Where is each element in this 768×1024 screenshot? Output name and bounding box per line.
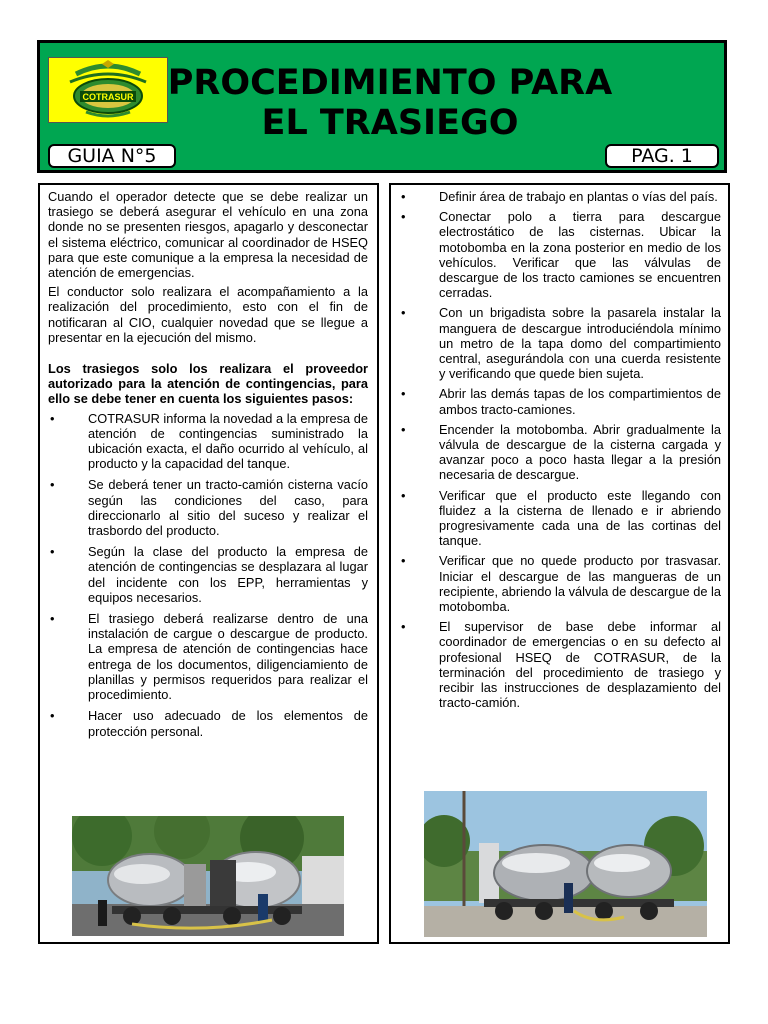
list-item: • Definir área de trabajo en plantas o vías del país. bbox=[399, 189, 721, 204]
list-item: • Según la clase del producto la empresa de atención de contingencias se desplazara al lugar del incidente con los EPP, herramientas y equipos necesarios. bbox=[48, 544, 368, 605]
svg-text:COTRASUR: COTRASUR bbox=[82, 92, 134, 102]
list-item: • Con un brigadista sobre la pasarela instalar la manguera de descargue introduciéndola mínimo un metro de la tapa domo del compartimiento central, asegurándola con una cuerda resistente y verificando que quede bien sujeta. bbox=[399, 305, 721, 381]
list-item: • COTRASUR informa la novedad a la empresa de atención de contingencias suministrado la ubicación exacta, el daño ocurrido al vehículo, al producto y la capacidad del tanque. bbox=[48, 411, 368, 472]
title-line-1: PROCEDIMIENTO PARA bbox=[167, 63, 613, 103]
left-steps-list bbox=[48, 411, 368, 739]
page-number-badge: PAG. 1 bbox=[605, 144, 719, 168]
intro-paragraph: Cuando el operador detecte que se debe realizar un trasiego se deberá asegurar el vehículo en una zona donde no se presenten riesgos, apagarlo y desconectar el sistema eléctrico, comunicar al coordinador de HSEQ para que este comunique a la empresa la necesidad de atención de emergencias. bbox=[48, 189, 368, 281]
list-item: • Abrir las demás tapas de los compartimientos de ambos tracto-camiones. bbox=[399, 386, 721, 416]
cotrasur-emblem-icon bbox=[56, 60, 160, 120]
list-item: • Verificar que no quede producto por trasvasar. Iniciar el descargue de las mangueras de un recipiente, abriendo la válvula de descargue de la motobomba. bbox=[399, 553, 721, 614]
list-item: • Hacer uso adecuado de los elementos de protección personal. bbox=[48, 708, 368, 738]
left-column bbox=[38, 183, 379, 944]
list-item: • Verificar que el producto este llegando con fluidez a la cisterna de llenado e ir abriendo progresivamente cada una de las cortinas del tanque. bbox=[399, 488, 721, 549]
header-banner bbox=[37, 40, 727, 173]
tanker-trucks-photo-right bbox=[424, 791, 707, 937]
list-item: • El supervisor de base debe informar al coordinador de emergencias o en su defecto al profesional HSEQ de COTRASUR, de la terminación del procedimiento de trasiego y recibir las instrucciones de desplazamiento del tracto-camión. bbox=[399, 619, 721, 710]
left-column-text bbox=[48, 189, 368, 745]
driver-paragraph: El conductor solo realizara el acompañamiento a la realización del procedimiento, esto con el fin de notificaran al CIO, cualquier novedad que se llegue a presentar en la ejecución del mismo. bbox=[48, 284, 368, 345]
right-column-text bbox=[399, 189, 721, 716]
list-item: • El trasiego deberá realizarse dentro de una instalación de cargue o descargue de producto. La empresa de atención de contingencias hace entrega de los documentos, diligenciamiento de planillas y permisos requeridos para realizar el procedimiento. bbox=[48, 611, 368, 702]
right-steps-list bbox=[399, 189, 721, 711]
page-title bbox=[160, 63, 620, 143]
list-item: • Encender la motobomba. Abrir gradualmente la válvula de descargue de la cisterna cargada y avanzar poco a poco hasta llegar a la presión necesaria de descargue. bbox=[399, 422, 721, 483]
tanker-trucks-photo-left bbox=[72, 816, 344, 936]
list-item: • Conectar polo a tierra para descargue electrostático de las cisternas. Ubicar la motobomba en la zona posterior en medio de los vehículos. Verificar que las válvulas de descargue de los tracto camiones se encuentren cerradas. bbox=[399, 209, 721, 300]
guide-number-badge: GUIA N°5 bbox=[48, 144, 176, 168]
title-line-2: EL TRASIEGO bbox=[261, 103, 519, 143]
cotrasur-logo bbox=[48, 57, 168, 123]
list-item: • Se deberá tener un tracto-camión cisterna vacío según las condiciones del caso, para direccionarlo al sitio del suceso y realizar el trasbordo del producto. bbox=[48, 477, 368, 538]
right-column bbox=[389, 183, 730, 944]
steps-heading: Los trasiegos solo los realizara el proveedor autorizado para la atención de contingencias, para ello se debe tener en cuenta los siguientes pasos: bbox=[48, 361, 368, 407]
